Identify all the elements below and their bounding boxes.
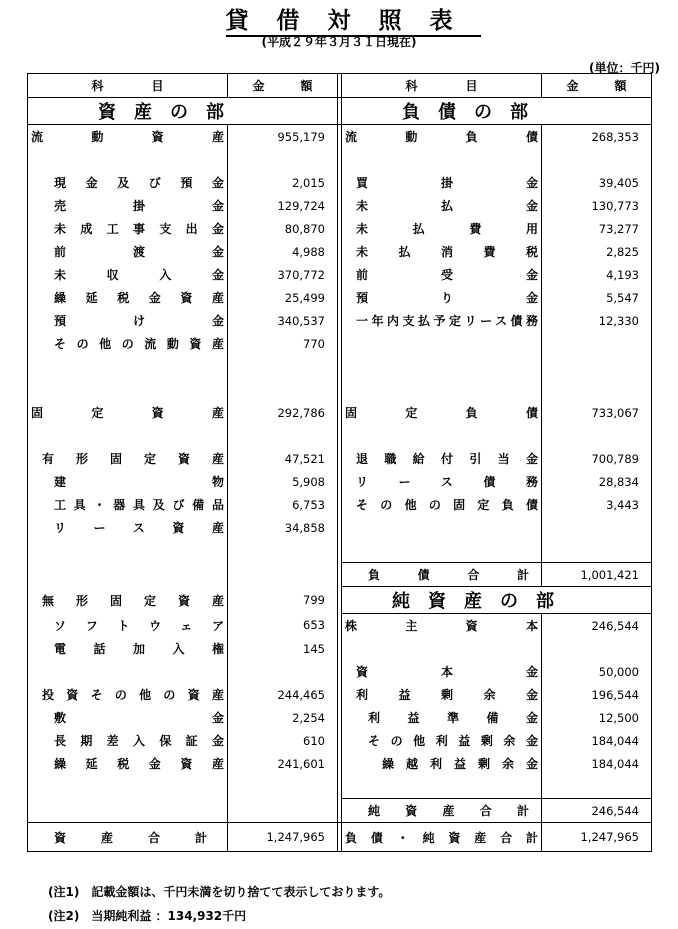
left-amount-cell: 47,521 — [228, 447, 338, 470]
right-item-cell — [342, 263, 542, 286]
left-amount-cell: 5,908 — [228, 470, 338, 493]
left-amount-cell: 6,753 — [228, 493, 338, 516]
line-item-label: 未成工事支出金 — [54, 222, 224, 236]
total-assets-value: 1,247,965 — [228, 823, 338, 852]
left-amount-cell — [228, 563, 338, 587]
right-item-cell — [342, 217, 542, 240]
left-amount-cell: 241,601 — [228, 752, 338, 775]
left-amount-cell — [228, 424, 338, 447]
line-item-label: その他の固定負債 — [356, 498, 538, 512]
table-row — [28, 614, 652, 638]
line-item-label: 利益準備金 — [368, 711, 538, 725]
page-title: 貸借対照表 — [0, 2, 678, 35]
left-item-cell — [28, 706, 228, 729]
right-amount-cell: 12,500 — [542, 706, 652, 729]
left-item-cell — [28, 470, 228, 493]
line-item-label: その他利益剰余金 — [368, 734, 538, 748]
right-amount-cell: 733,067 — [542, 401, 652, 424]
table-row — [28, 332, 652, 355]
line-item-label: 建物 — [54, 475, 224, 489]
table-row — [28, 194, 652, 217]
line-item-label: 預け金 — [54, 314, 224, 328]
left-item-cell — [28, 447, 228, 470]
right-amount-cell — [542, 332, 652, 355]
left-amount-cell: 244,465 — [228, 683, 338, 706]
left-item-cell — [28, 148, 228, 171]
right-amount-cell: 246,544 — [542, 614, 652, 638]
right-amount-cell: 39,405 — [542, 171, 652, 194]
left-amount-cell: 2,254 — [228, 706, 338, 729]
right-amount-cell: 1,001,421 — [542, 563, 652, 587]
left-item-cell — [28, 799, 228, 823]
table-row — [28, 660, 652, 683]
net-assets-heading: 純 資 産 の 部 — [342, 587, 652, 614]
left-item-cell — [28, 729, 228, 752]
left-item-cell — [28, 775, 228, 799]
left-amount-cell: 610 — [228, 729, 338, 752]
right-item-cell — [342, 614, 542, 638]
left-item-cell — [28, 332, 228, 355]
right-amount-cell: 196,544 — [542, 683, 652, 706]
left-item-cell — [28, 263, 228, 286]
table-row — [28, 683, 652, 706]
right-amount-cell: 246,544 — [542, 799, 652, 823]
right-item-cell — [342, 378, 542, 401]
right-item-cell — [342, 355, 542, 378]
line-item-label: 敷金 — [54, 711, 224, 725]
left-item-cell — [28, 587, 228, 614]
line-item-label: 未払金 — [356, 199, 538, 213]
right-item-cell — [342, 447, 542, 470]
left-item-cell — [28, 240, 228, 263]
left-amount-cell: 955,179 — [228, 125, 338, 149]
line-item-label: 繰延税金資産 — [54, 291, 224, 305]
line-item-label: 前渡金 — [54, 245, 224, 259]
table-row — [28, 637, 652, 660]
line-item-label: 固定負債 — [345, 406, 538, 420]
left-amount-cell: 370,772 — [228, 263, 338, 286]
right-amount-cell — [542, 516, 652, 539]
line-item-label: リース資産 — [54, 521, 224, 535]
right-item-cell — [342, 516, 542, 539]
line-item-label: 長期差入保証金 — [54, 734, 224, 748]
left-item-cell — [28, 401, 228, 424]
line-item-label: 利益剰余金 — [356, 688, 538, 702]
line-item-label: 株主資本 — [345, 619, 538, 633]
line-item-label: 退職給付引当金 — [356, 452, 538, 466]
table-row — [28, 125, 652, 149]
table-row — [28, 401, 652, 424]
line-item-label: 未払費用 — [356, 222, 538, 236]
table-row — [28, 493, 652, 516]
right-item-cell — [342, 729, 542, 752]
left-item-cell — [28, 614, 228, 638]
right-amount-cell — [542, 355, 652, 378]
right-item-cell — [342, 563, 542, 587]
right-amount-cell: 3,443 — [542, 493, 652, 516]
right-item-cell — [342, 637, 542, 660]
total-liab-netassets-label — [342, 823, 542, 852]
line-item-label: 現金及び預金 — [54, 176, 224, 190]
header-item-right: 科 目 — [342, 74, 542, 98]
line-item-label: 工具・器具及び備品 — [54, 498, 224, 512]
left-amount-cell — [228, 355, 338, 378]
table-row — [28, 309, 652, 332]
total-liab-netassets-text: 負債・純資産合計 — [345, 830, 538, 845]
left-amount-cell: 129,724 — [228, 194, 338, 217]
right-item-cell — [342, 332, 542, 355]
left-item-cell — [28, 683, 228, 706]
left-item-cell — [28, 309, 228, 332]
right-amount-cell: 50,000 — [542, 660, 652, 683]
assets-heading: 資 産 の 部 — [28, 98, 338, 125]
line-item-label: 繰越利益剰余金 — [382, 757, 538, 771]
line-item-label: 流動負債 — [345, 130, 538, 144]
right-amount-cell: 12,330 — [542, 309, 652, 332]
line-item-label: 前受金 — [356, 268, 538, 282]
line-item-label: 純資産合計 — [368, 804, 529, 818]
right-item-cell — [342, 683, 542, 706]
line-item-label: リース債務 — [356, 475, 538, 489]
table-row — [28, 799, 652, 823]
header-amount-right: 金 額 — [542, 74, 652, 98]
right-amount-cell — [542, 637, 652, 660]
table-row — [28, 171, 652, 194]
table-row — [28, 240, 652, 263]
left-item-cell — [28, 660, 228, 683]
total-assets-label — [28, 823, 228, 852]
date-subtitle: (平成２９年３月３１日現在) — [261, 35, 417, 49]
left-item-cell — [28, 217, 228, 240]
right-amount-cell: 268,353 — [542, 125, 652, 149]
grand-total-row — [28, 823, 652, 852]
right-amount-cell — [542, 775, 652, 799]
note-2: (注2) 当期純利益 ：134,932千円 — [48, 909, 247, 923]
right-item-cell — [342, 286, 542, 309]
right-item-cell — [342, 171, 542, 194]
line-item-label: ソフトウェア — [54, 618, 224, 633]
table-row — [28, 355, 652, 378]
section-heading-row — [28, 98, 652, 125]
right-item-cell — [342, 194, 542, 217]
line-item-label: 電話加入権 — [54, 642, 224, 656]
right-item-cell — [342, 706, 542, 729]
left-amount-cell — [228, 799, 338, 823]
left-amount-cell: 4,988 — [228, 240, 338, 263]
left-item-cell — [28, 563, 228, 587]
table-row — [28, 587, 652, 614]
note-1: (注1) 記載金額は、千円未満を切り捨てて表示しております。 — [48, 885, 391, 899]
left-amount-cell: 34,858 — [228, 516, 338, 539]
right-item-cell — [342, 125, 542, 149]
total-assets-text: 資産合計 — [54, 830, 207, 845]
right-amount-cell: 5,547 — [542, 286, 652, 309]
table-row — [28, 447, 652, 470]
right-amount-cell: 700,789 — [542, 447, 652, 470]
right-amount-cell — [542, 378, 652, 401]
left-item-cell — [28, 378, 228, 401]
line-item-label: 負債合計 — [368, 568, 529, 582]
table-row — [28, 539, 652, 563]
right-item-cell — [342, 539, 542, 563]
right-item-cell — [342, 470, 542, 493]
table-row — [28, 516, 652, 539]
right-amount-cell: 28,834 — [542, 470, 652, 493]
line-item-label: 一年内支払予定リース債務 — [356, 314, 538, 328]
table-row — [28, 424, 652, 447]
table-row — [28, 706, 652, 729]
right-item-cell — [342, 309, 542, 332]
right-item-cell — [342, 240, 542, 263]
header-amount-left: 金 額 — [228, 74, 338, 98]
right-item-cell — [342, 660, 542, 683]
header-row — [28, 74, 652, 98]
line-item-label: 未払消費税 — [356, 245, 538, 259]
left-item-cell — [28, 286, 228, 309]
left-item-cell — [28, 493, 228, 516]
table-row — [28, 563, 652, 587]
line-item-label: 未収入金 — [54, 268, 224, 282]
left-amount-cell: 340,537 — [228, 309, 338, 332]
right-item-cell — [342, 424, 542, 447]
left-item-cell — [28, 355, 228, 378]
line-item-label: 売掛金 — [54, 199, 224, 213]
table-row — [28, 752, 652, 775]
right-amount-cell — [542, 539, 652, 563]
table-row — [28, 729, 652, 752]
line-item-label: 投資その他の資産 — [42, 688, 224, 702]
line-item-label: 固定資産 — [31, 406, 224, 420]
left-amount-cell: 80,870 — [228, 217, 338, 240]
right-item-cell — [342, 493, 542, 516]
table-row — [28, 775, 652, 799]
left-amount-cell — [228, 775, 338, 799]
line-item-label: 買掛金 — [356, 176, 538, 190]
left-amount-cell — [228, 660, 338, 683]
line-item-label: 預り金 — [356, 291, 538, 305]
left-amount-cell: 25,499 — [228, 286, 338, 309]
right-item-cell — [342, 799, 542, 823]
table-row — [28, 148, 652, 171]
line-item-label: 繰延税金資産 — [54, 757, 224, 771]
left-item-cell — [28, 125, 228, 149]
line-item-label: 資本金 — [356, 665, 538, 679]
left-item-cell — [28, 637, 228, 660]
left-item-cell — [28, 194, 228, 217]
left-item-cell — [28, 516, 228, 539]
table-row — [28, 470, 652, 493]
balance-sheet-table — [27, 73, 652, 852]
left-amount-cell — [228, 148, 338, 171]
table-row — [28, 217, 652, 240]
line-item-label: 流動資産 — [31, 130, 224, 144]
right-amount-cell: 73,277 — [542, 217, 652, 240]
table-row — [28, 378, 652, 401]
left-amount-cell: 799 — [228, 587, 338, 614]
left-amount-cell — [228, 539, 338, 563]
right-amount-cell: 130,773 — [542, 194, 652, 217]
line-item-label: 無形固定資産 — [42, 593, 224, 608]
right-item-cell — [342, 752, 542, 775]
line-item-label: 有形固定資産 — [42, 452, 224, 466]
header-item-left: 科 目 — [28, 74, 228, 98]
left-amount-cell: 292,786 — [228, 401, 338, 424]
right-amount-cell: 184,044 — [542, 729, 652, 752]
liabilities-heading: 負 債 の 部 — [342, 98, 652, 125]
right-item-cell — [342, 401, 542, 424]
left-amount-cell: 145 — [228, 637, 338, 660]
right-amount-cell: 184,044 — [542, 752, 652, 775]
table-row — [28, 263, 652, 286]
left-amount-cell: 2,015 — [228, 171, 338, 194]
right-amount-cell — [542, 148, 652, 171]
line-item-label: その他の流動資産 — [54, 337, 224, 351]
right-amount-cell: 2,825 — [542, 240, 652, 263]
left-amount-cell: 653 — [228, 614, 338, 638]
left-item-cell — [28, 424, 228, 447]
unit-label: (単位：千円) — [589, 61, 660, 75]
right-amount-cell — [542, 424, 652, 447]
left-item-cell — [28, 752, 228, 775]
left-amount-cell — [228, 378, 338, 401]
right-item-cell — [342, 775, 542, 799]
left-item-cell — [28, 539, 228, 563]
right-item-cell — [342, 148, 542, 171]
left-item-cell — [28, 171, 228, 194]
total-liab-netassets-value: 1,247,965 — [542, 823, 652, 852]
left-amount-cell: 770 — [228, 332, 338, 355]
table-row — [28, 286, 652, 309]
right-amount-cell: 4,193 — [542, 263, 652, 286]
